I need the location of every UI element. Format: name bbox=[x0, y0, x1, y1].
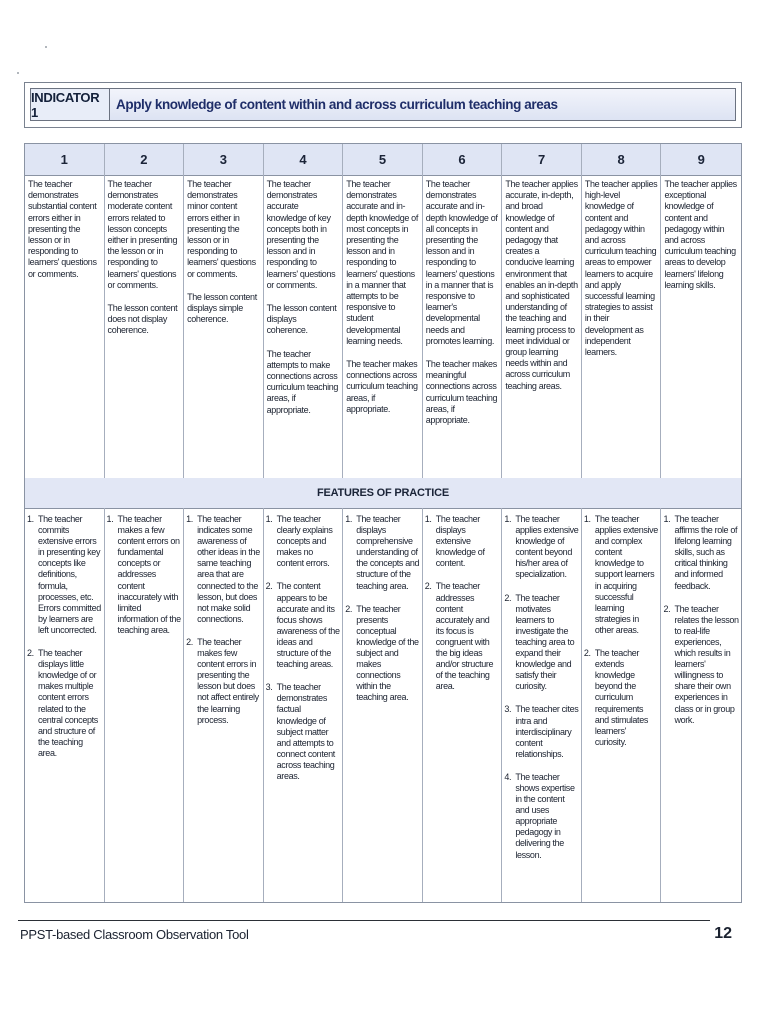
description-paragraph: The teacher makes connections across curriculum teaching areas, if appropriate. bbox=[346, 359, 418, 414]
feature-text: The teacher presents conceptual knowledge of the subject and makes connections within the teaching area. bbox=[356, 603, 419, 703]
feature-number: 4. bbox=[504, 771, 512, 782]
feature-item bbox=[345, 604, 420, 704]
feature-text: The teacher indicates some awareness of other ideas in the same teaching area that are connected to the lesson, but does not make solid connections. bbox=[197, 514, 260, 624]
description-paragraph: The teacher demonstrates minor content errors either in presenting the lesson or in responding to learners' questions or comments. bbox=[187, 179, 256, 279]
feature-text: The teacher affirms the role of lifelong learning skills, such as critical thinking and informed feedback. bbox=[674, 514, 738, 591]
feature-number: 2. bbox=[186, 636, 193, 647]
level-number-3: 3 bbox=[184, 144, 264, 175]
feature-number: 2. bbox=[583, 648, 591, 659]
level-number-7: 7 bbox=[502, 144, 582, 175]
level-number-4: 4 bbox=[264, 144, 344, 175]
level-features-7 bbox=[502, 508, 582, 902]
feature-text: The teacher displays extensive knowledge of content. bbox=[435, 514, 485, 569]
level-description-5 bbox=[343, 175, 423, 478]
feature-text: The teacher motivates learners to investigate the teaching area to expand their knowledge and satisfy their curiosity. bbox=[515, 592, 575, 692]
description-paragraph: The teacher demonstrates moderate content errors related to lesson concepts either in presenting the lesson or in responding to learners' questions or comments. bbox=[107, 179, 178, 290]
indicator-banner bbox=[24, 82, 742, 128]
feature-number: 1. bbox=[424, 514, 432, 524]
feature-item bbox=[663, 514, 739, 592]
level-number-2: 2 bbox=[105, 144, 185, 175]
feature-number: 2. bbox=[504, 592, 512, 603]
level-number-8: 8 bbox=[582, 144, 662, 175]
feature-number: 1. bbox=[345, 514, 353, 524]
level-description-3 bbox=[184, 175, 264, 478]
description-paragraph: The teacher demonstrates accurate and in-depth knowledge of all concepts in presenting the lesson and in responding to learners' questions in a manner that is responsive to learner's developmental needs and promotes learning. bbox=[425, 179, 498, 346]
level-features-3 bbox=[184, 508, 264, 902]
feature-text: The teacher extends knowledge beyond the curriculum requirements and stimulates learners' curiosity. bbox=[594, 648, 649, 747]
feature-text: The teacher addresses content accurately and its focus is congruent with the big ideas and/or structure of the teaching area. bbox=[435, 581, 494, 692]
description-paragraph: The teacher applies exceptional knowledge of content and pedagogy within and across curriculum teaching areas to develop learners' lifelong learning skills. bbox=[664, 179, 737, 290]
scan-speck bbox=[45, 46, 47, 48]
footer-title: PPST-based Classroom Observation Tool bbox=[20, 927, 249, 942]
description-paragraph: The teacher makes meaningful connections across curriculum teaching areas, if appropriate. bbox=[425, 359, 498, 426]
feature-number: 1. bbox=[265, 514, 273, 524]
level-number-1: 1 bbox=[25, 144, 105, 175]
feature-number: 1. bbox=[106, 514, 114, 524]
feature-number: 1. bbox=[27, 514, 34, 524]
feature-text: The teacher cites intra and interdisciplinary content relationships. bbox=[515, 704, 579, 759]
level-description-6 bbox=[423, 175, 503, 478]
feature-number: 1. bbox=[663, 514, 671, 524]
level-features-9 bbox=[661, 508, 741, 902]
feature-item bbox=[584, 648, 659, 748]
scan-speck bbox=[17, 72, 19, 74]
feature-text: The teacher shows expertise in the content and uses appropriate pedagogy in delivering the lesson. bbox=[515, 771, 575, 860]
feature-text: The teacher displays little knowledge of or makes multiple content errors related to the central concepts and structure of the teaching area. bbox=[38, 648, 98, 758]
feature-number: 2. bbox=[424, 581, 432, 592]
feature-item bbox=[584, 514, 659, 636]
level-description-1 bbox=[25, 175, 105, 478]
feature-text: The teacher relates the lesson to real-life experiences, which results in learners' willingness to share their own experiences in class or in group work. bbox=[674, 603, 739, 725]
feature-item bbox=[425, 514, 500, 569]
feature-item bbox=[266, 682, 341, 782]
level-description-2 bbox=[105, 175, 185, 478]
feature-item bbox=[504, 593, 579, 693]
level-description-9 bbox=[661, 175, 741, 478]
feature-item bbox=[425, 581, 500, 692]
level-features-1 bbox=[25, 508, 105, 902]
description-paragraph: The teacher applies accurate, in-depth, and broad knowledge of content and pedagogy that creates a conducive learning environment that enables an in-depth and sophisticated understanding of the teaching and learning process to meet individual or group learning needs within and across curriculum teaching areas. bbox=[505, 179, 578, 391]
feature-item bbox=[107, 514, 182, 636]
feature-text: The teacher commits extensive errors in presenting key concepts like definitions, formula, processes, etc. Errors committed by learners are left uncorrected. bbox=[38, 514, 101, 635]
feature-text: The teacher demonstrates factual knowledge of subject matter and attempts to connect content across teaching areas. bbox=[276, 682, 335, 781]
level-number-5: 5 bbox=[343, 144, 423, 175]
feature-number: 1. bbox=[583, 514, 591, 524]
indicator-title: Apply knowledge of content within and across curriculum teaching areas bbox=[110, 89, 735, 120]
level-description-row bbox=[25, 175, 741, 479]
level-description-4 bbox=[264, 175, 344, 478]
feature-item bbox=[186, 514, 261, 625]
description-paragraph: The teacher applies high-level knowledge of content and pedagogy within and across curriculum teaching areas to empower learners to acquire and apply successful learning strategies to assist in their development as independent learners. bbox=[584, 179, 658, 358]
feature-item bbox=[345, 514, 420, 592]
feature-number: 3. bbox=[265, 682, 273, 693]
level-description-7 bbox=[502, 175, 582, 478]
indicator-frame bbox=[30, 88, 736, 121]
level-features-6 bbox=[423, 508, 503, 902]
rubric-table bbox=[24, 143, 742, 903]
feature-item bbox=[186, 637, 261, 726]
feature-item bbox=[266, 581, 341, 670]
feature-number: 1. bbox=[186, 514, 193, 524]
feature-item bbox=[27, 648, 102, 759]
feature-text: The teacher makes a few content errors on fundamental concepts or addresses content inaccurately with limited information of the teaching area. bbox=[117, 514, 181, 635]
description-paragraph: The teacher demonstrates substantial content errors either in presenting the lesson or in responding to learners' questions or comments. bbox=[28, 179, 97, 279]
level-features-2 bbox=[105, 508, 185, 902]
level-number-9: 9 bbox=[697, 152, 705, 167]
feature-number: 1. bbox=[504, 514, 512, 524]
description-paragraph: The lesson content displays simple coherence. bbox=[187, 291, 257, 325]
description-paragraph: The teacher attempts to make connections across curriculum teaching areas, if appropriate. bbox=[266, 348, 339, 415]
feature-text: The teacher makes few content errors in presenting the lesson but does not affect entirely the learning process. bbox=[197, 636, 259, 725]
description-paragraph: The lesson content displays coherence. bbox=[266, 303, 337, 336]
feature-number: 2. bbox=[663, 603, 671, 614]
level-features-4 bbox=[264, 508, 344, 902]
feature-item bbox=[266, 514, 341, 569]
indicator-label: INDICATOR 1 bbox=[31, 89, 110, 120]
feature-text: The content appears to be accurate and its focus shows awareness of the ideas and structure of the teaching areas. bbox=[276, 581, 340, 670]
feature-number: 2. bbox=[265, 581, 273, 592]
features-row bbox=[25, 508, 741, 902]
description-paragraph: The lesson content does not display coherence. bbox=[107, 303, 178, 336]
feature-text: The teacher applies extensive and complex content knowledge to support learners in acquiring successful learning strategies in other areas. bbox=[594, 514, 658, 635]
feature-number: 3. bbox=[504, 704, 512, 715]
feature-item bbox=[27, 514, 102, 636]
feature-item bbox=[504, 704, 579, 759]
page-number: 12 bbox=[714, 925, 732, 942]
feature-item bbox=[504, 772, 579, 861]
feature-text: The teacher clearly explains concepts and makes no content errors. bbox=[276, 514, 333, 569]
feature-item bbox=[504, 514, 579, 581]
feature-number: 2. bbox=[27, 648, 34, 659]
feature-item bbox=[663, 604, 739, 726]
footer-divider bbox=[18, 920, 710, 921]
feature-text: The teacher displays comprehensive understanding of the concepts and structure of the teaching area. bbox=[356, 514, 420, 591]
level-header-row bbox=[25, 144, 741, 176]
features-heading: FEATURES OF PRACTICE bbox=[25, 478, 741, 509]
level-number-6: 6 bbox=[423, 144, 503, 175]
feature-number: 2. bbox=[345, 603, 353, 614]
level-features-5 bbox=[343, 508, 423, 902]
level-features-8 bbox=[582, 508, 662, 902]
feature-text: The teacher applies extensive knowledge of content beyond his/her area of specialization. bbox=[515, 514, 579, 580]
level-description-8 bbox=[582, 175, 662, 478]
description-paragraph: The teacher demonstrates accurate and in-depth knowledge of most concepts in presenting the lesson and in responding to learners' questions in a manner that attempts to be responsive to student developmental learning needs. bbox=[346, 179, 418, 346]
description-paragraph: The teacher demonstrates accurate knowledge of key concepts both in presenting the lesson and in responding to learners' questions or comments. bbox=[266, 179, 336, 290]
